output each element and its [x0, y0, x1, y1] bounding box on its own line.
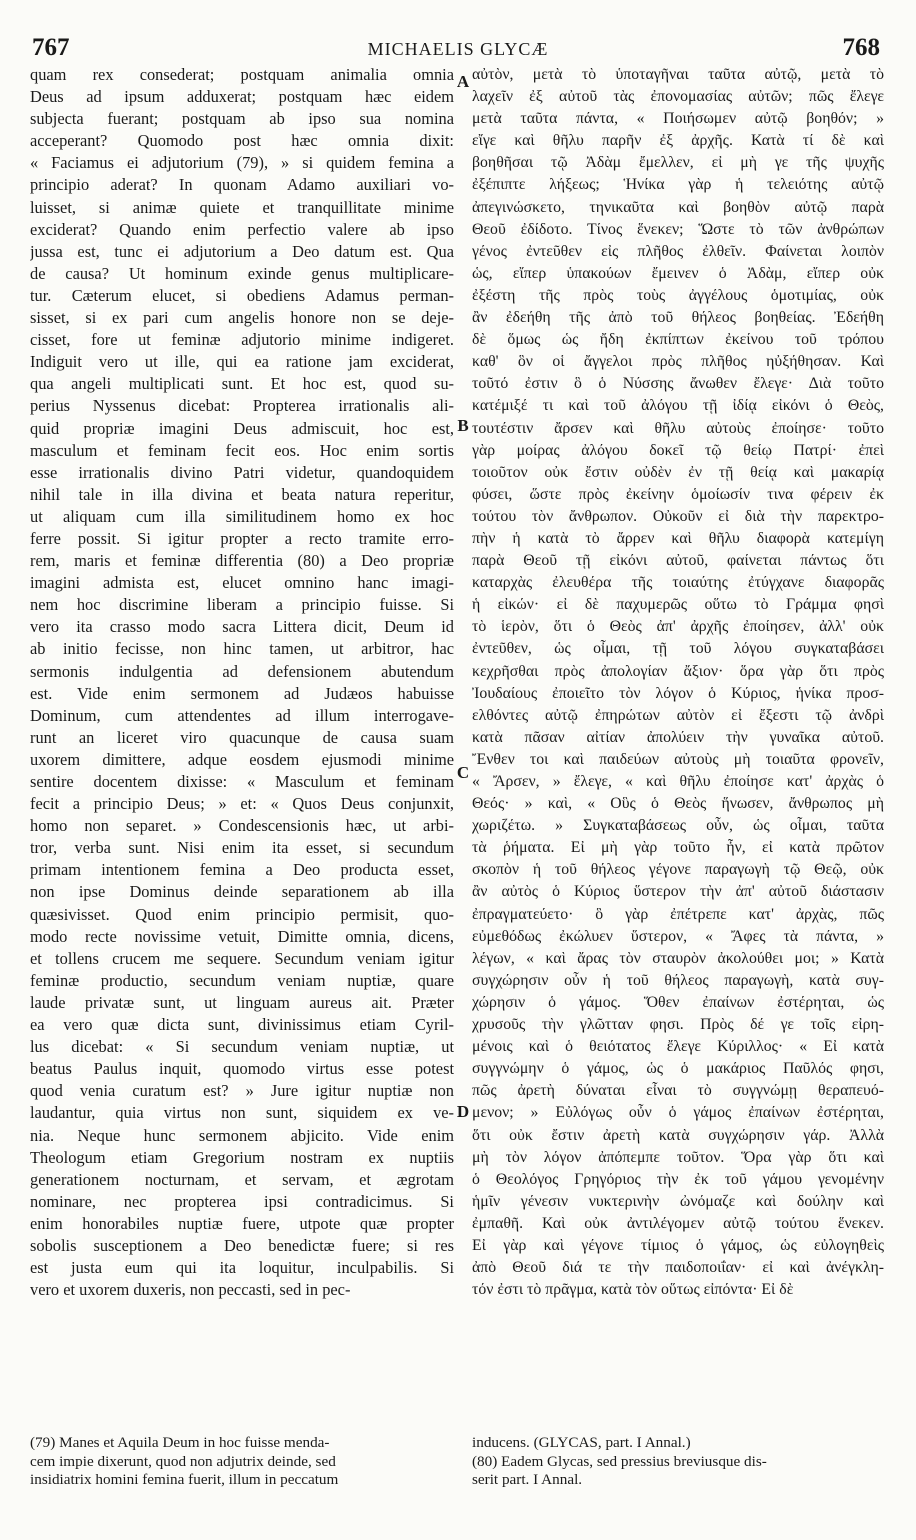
latin-text-line: Theologum etiam Gregorium nostram ex nuptiis — [30, 1147, 454, 1167]
greek-text-line: Ἔνθεν τοι καὶ παιδεύων αὐτοὺς μὴ τοιαῦτα φρονεῖν, — [472, 750, 884, 768]
latin-text-line: fecit a principio Deus; » et: « Quos Deus conjunxit, — [30, 794, 454, 814]
latin-text-line: tur. Cæterum elucet, si obediens Adamus perman- — [30, 285, 454, 305]
page-number-right: 768 — [842, 34, 880, 61]
latin-text-line: masculum et feminam fecit eos. Hoc enim sortis — [30, 440, 454, 460]
footnote-line: serit part. I Annal. — [472, 1471, 583, 1488]
latin-text-line: nominare, nec propterea ipsi contradicimus. Si — [30, 1191, 454, 1211]
latin-text-line: sobolis susceptionem a Deo benedictæ fuere; si res — [30, 1235, 454, 1255]
greek-text-line: ὅτι οὐκ ἔστιν ἀρετὴ κατὰ συγχώρησιν γάρ. Ἀλλὰ — [472, 1126, 884, 1144]
latin-text-line: quod venia curatum est? » Jure igitur nuptiæ non — [30, 1081, 454, 1101]
latin-text-line: sentire docentem dixisse: « Masculum et feminam — [30, 772, 454, 791]
greek-text-line: ἀπὸ Θεοῦ διά τε τὴν παιδοποιΐαν· εἰ καὶ ἀνέγκλη- — [472, 1259, 884, 1277]
greek-text-line: κατὰ πᾶσαν αἰτίαν ἀπολύειν τὴν γυναῖκα αὐτοῦ. — [472, 728, 884, 746]
greek-text-line: δὲ ὅμως ὡς ἤδη ἐκπίπτων ἐκείνου τοῦ τρόπου — [472, 331, 884, 349]
greek-text-line: χρυσοῦς τὴν γλῶτταν φησι. Πρὸς δέ γε τοῖς εἰρη- — [472, 1016, 884, 1034]
footnote-line: (79) Manes et Aquila Deum in hoc fuisse menda- — [30, 1434, 330, 1451]
greek-text-line: τοῦτό ἐστιν ὃ ὁ Νύσσης ἄνωθεν ἔλεγε· Διὰ τοῦτο — [472, 375, 884, 393]
latin-text-line: sermonis indulgentia ad defensionem abutendum — [30, 661, 454, 681]
latin-text-line: perius Nyssenus dicebat: Propterea irrationalis ali- — [30, 396, 454, 416]
footnote-line: insidiatrix homini femina fuerit, illum in peccatum — [30, 1471, 339, 1488]
greek-text-line: μὴ τὸν λόγον ἀπόπεμπε τοῦτον. Ὅρα γὰρ ὅτι καὶ — [472, 1148, 884, 1166]
greek-text-line: Θεοῦ ἐδίδοτο. Τίνος ἕνεκεν; Ὥστε τὸ τῶν ἀνθρώπων — [472, 220, 884, 238]
latin-text-line: qua angeli multiplicati sunt. Et hoc est, quod su- — [30, 374, 454, 394]
latin-text-line: rem, maris et feminæ differentia (80) a Deo propriæ — [30, 551, 454, 571]
greek-text-line: λέγων, « καὶ ἄρας τὸν σταυρὸν ἀκολούθει μοι; » Κατὰ — [472, 949, 884, 967]
footnote-line: cem impie dixerunt, quod non adjutrix deinde, sed — [30, 1452, 336, 1470]
greek-text-line: αὐτὸν, μετὰ τὸ ὑποταγῆναι ταῦτα αὐτῷ, μετὰ τὸ — [472, 66, 884, 83]
latin-text-line: ut aliquam cum illa similitudinem homo ex hoc — [30, 506, 454, 526]
footnote-line: (80) Eadem Glycas, sed pressius breviusque dis- — [472, 1452, 767, 1470]
section-marker-c: C — [456, 763, 470, 782]
running-title: MICHAELIS GLYCÆ — [367, 39, 549, 59]
greek-text-line: γένος ἐντεῦθεν εἰς πλῆθος ἐλθεῖν. Φαίνεται λοιπὸν — [472, 242, 884, 260]
greek-text-line: συγχώρησιν οὖν ἡ τοῦ θήλεος παραγωγὴ, κατὰ συγ- — [472, 971, 884, 989]
latin-text-line: principio aderat? In quonam Adamo auxiliari vo- — [30, 175, 454, 195]
greek-text-line: ἂν αὐτὸς ὁ Κύριος ὕστερον τὴν ἀπ' αὐτοῦ διάστασιν — [472, 883, 884, 901]
greek-text-line: τουτέστιν ἄρσεν καὶ θῆλυ αὐτοὺς ἐποίησε· τοῦτο — [472, 419, 884, 437]
greek-text-line: κεχρῆσθαι πρὸς ἀπολογίαν ἄξιον· ὅρα γὰρ ὅτι πρὸς — [472, 662, 884, 680]
latin-text-line: Indiguit vero ut ille, qui ea ratione jam exciderat, — [30, 352, 454, 372]
greek-text-line: τὸ ἱερὸν, ὅτι ὁ Θεὸς ἀπ' ἀρχῆς ἐποίησεν, ἀλλ' οὐκ — [472, 618, 884, 636]
latin-text-line: primam intentionem femina a Deo producta esset, — [30, 860, 454, 880]
latin-text-line: nihil tale in illa divina et beata natura reperitur, — [30, 484, 454, 504]
greek-text-line: Ἰουδαίους ἐποιεῖτο τὸν λόγον ὁ Κύριος, ἡνίκα προσ- — [472, 684, 884, 702]
greek-text-line: συγγνώμην ὁ γάμος, ὡς ὁ μακάριος Παῦλός φησι, — [472, 1060, 884, 1078]
greek-text-line: « Ἄρσεν, » ἔλεγε, « καὶ θῆλυ ἐποίησε κατ' ἀρχὰς ὁ — [472, 773, 884, 790]
greek-text-line: καθ' ὃν οἱ ἄγγελοι πρὸς πλῆθος ηὐξήθησαν. Καὶ — [472, 353, 884, 371]
greek-text-line: ἀπεγινώσκετο, τηνικαῦτα καὶ βοηθὸν αὐτῷ παρὰ — [472, 198, 884, 216]
greek-text-line: ἡμῖν γένεσιν νυκτερινὴν ὠνόμαζε καὶ δούλην καὶ — [472, 1192, 884, 1210]
latin-text-line: uxorem dimittere, adque eosdem ejusmodi minime — [30, 749, 454, 769]
latin-text-line: feminæ productio, secundum veniam nuptiæ, quare — [30, 970, 454, 990]
latin-text-line: ab initio fecisse, non hinc tamen, ut arbitror, hac — [30, 639, 454, 659]
latin-text-line: laude privatæ sunt, ut linguam aureus ait. Præter — [30, 992, 454, 1012]
latin-text-line: est. Vide enim sermonem ad Judæos habuisse — [30, 683, 454, 703]
latin-text-line: quæsivisset. Quod enim principio permisit, quo- — [30, 904, 454, 924]
latin-text-line: de causa? Ut hominum exinde genus multiplicare- — [30, 263, 454, 283]
latin-text-line: ferre possit. Si igitur propter a recto tramite erro- — [30, 528, 454, 548]
latin-text-line: esse irrationalis divino Patri videtur, quandoquidem — [30, 462, 454, 482]
latin-text-line: et tollens crucem me sequere. Secundum veniam igitur — [30, 948, 454, 968]
footnote-right — [472, 1434, 884, 1490]
latin-text-line: lus dicebat: « Si secundum veniam nuptiæ, ut — [30, 1037, 454, 1057]
greek-text-line: παρὰ Θεοῦ τῇ εἰκόνι αὐτοῦ, φαίνεται πάντως ὅτι — [472, 552, 884, 570]
greek-text-line: Εἰ γὰρ καὶ γέγονε τίμιος ὁ γάμος, ὡς εὐλογηθεὶς — [472, 1236, 884, 1254]
greek-text-line: τοιοῦτον οὐκ ἔστιν οὐδὲν ἐν τῇ θείᾳ καὶ μακαρίᾳ — [472, 463, 884, 481]
greek-text-line: ἂν ἐδεήθη τῆς ἀπὸ τοῦ θήλεος βοηθείας. Ἐδεήθη — [472, 309, 884, 327]
greek-text-line: τούτου τὸν ἄνθρωπον. Οὐκοῦν εἰ διὰ τὴν παρεκτρο- — [472, 507, 884, 525]
greek-text-line: ἐντεῦθεν, ὡς οἶμαι, τῇ τοῦ λόγου συγκαταβάσει — [472, 640, 884, 658]
latin-text-line: subjecta fuerant; postquam ab ipso sua nomina — [30, 109, 454, 129]
greek-text-line: βοηθῆσαι τῷ Ἀδὰμ ἔμελλεν, εἰ μὴ γε τῆς ψυχῆς — [472, 154, 884, 172]
section-marker-b: B — [457, 416, 469, 435]
latin-text-line: generationem nocturnam, et servam, et ægrotam — [30, 1169, 454, 1189]
latin-text-line: modo recte novissime vetuit, Dimitte omnia, dicens, — [30, 926, 454, 946]
section-marker-d: D — [456, 1102, 470, 1121]
greek-text-line: ἐξέπιπτε λήξεως; Ἡνίκα γὰρ ἡ τελειότης αὐτῷ — [472, 176, 884, 194]
latin-text-line: enim honorabiles nuptiæ fuere, utpote quæ propter — [30, 1213, 454, 1233]
greek-text-line: τόν ἐστι τὸ πρᾶγμα, κατὰ τὸν οὕτως εἰπόντα· Εἰ δὲ — [472, 1281, 794, 1299]
greek-text-line: ἐξέστη τῆς πρὸς τοὺς ἀγγέλους ὁμοτιμίας, οὐκ — [472, 286, 884, 304]
footnote-line: inducens. (GLYCAS, part. I Annal.) — [472, 1434, 691, 1451]
page-number-left: 767 — [32, 34, 70, 61]
greek-text-line: καταρχὰς ἐλευθέρα τῆς τοιαύτης ἐτύγχανε διαφορᾶς — [472, 574, 884, 592]
latin-text-line: laudantur, quia virtus non sunt, siquidem ex ve- — [30, 1103, 454, 1123]
greek-text-line: ἐμπαθῆ. Καὶ οὐκ ἀντιλέγομεν αὐτῷ τούτου ἕνεκεν. — [472, 1214, 884, 1232]
greek-text-line: τὰ ῥήματα. Εἰ μὴ γὰρ τοῦτο ἦν, εἰ κατὰ πρῶτον — [472, 839, 884, 857]
latin-column — [30, 64, 454, 1301]
greek-text-line: λαχεῖν ἐξ αὐτοῦ τὰς ἐπονομασίας αὐτῶν; πῶς ἔλεγε — [472, 88, 884, 106]
greek-text-line: γὰρ μοίρας ἀλόγου δοκεῖ τῷ θείῳ Πατρί· ἐπεὶ — [472, 441, 884, 459]
latin-text-line: runt an liceret viro quacunque de causa suam — [30, 727, 454, 747]
latin-text-line: sisset, si ex pari cum angelis honore non se deje- — [30, 308, 454, 328]
latin-text-line: nia. Neque hunc sermonem abjicito. Vide enim — [30, 1125, 454, 1145]
latin-text-line: vero et uxorem duxeris, non peccasti, sed in pec- — [30, 1280, 351, 1300]
footnote-left — [30, 1434, 454, 1490]
greek-text-line: ὡς, εἴπερ ὑπακούων ἔμεινεν ὁ Ἀδὰμ, εἴπερ οὐκ — [472, 264, 884, 282]
greek-text-line: πὴν ἡ κατὰ τὸ ἄρρεν καὶ θῆλυ διαφορὰ κατεμίγη — [472, 529, 884, 547]
latin-text-line: imagini admista est, elucet omnino hanc imagi- — [30, 573, 454, 593]
greek-text-line: μένοις καὶ ὁ θειότατος ἔλεγε Κύριλλος· « Εἰ κατὰ — [472, 1038, 884, 1056]
greek-text-line: χωριζέτω. » Συγκαταβάσεως οὖν, ὡς οἶμαι, ταῦτα — [472, 817, 884, 835]
greek-text-line: κατέμιξέ τι καὶ τοῦ ἀλόγου τῇ ἰδίᾳ εἰκόνι ὁ Θεὸς, — [472, 397, 884, 415]
latin-text-line: quid propriæ imagini Deus admiscuit, hoc est, — [30, 418, 454, 438]
greek-text-line: ελθόντες αὐτῷ ἐπηρώτων αὐτὸν εἰ ἔξεστι τῷ ἀνδρὶ — [472, 706, 884, 724]
greek-text-line: φύσει, ὥστε πρὸς ἐκείνην ὁμοίωσίν τινα φέρειν ἐκ — [472, 485, 884, 503]
latin-text-line: ea vero quæ dicta sunt, divinissimus etiam Cyril- — [30, 1015, 454, 1035]
latin-text-line: vero ita crasso modo sacra Littera dicit, Deum id — [30, 617, 454, 637]
greek-column — [472, 64, 884, 1301]
latin-text-line: nem hoc discrimine liberam a principio fuisse. Si — [30, 595, 454, 615]
latin-text-line: « Faciamus ei adjutorium (79), » si quidem femina a — [30, 153, 454, 173]
greek-text-line: Θεός· » καὶ, « Οὓς ὁ Θεὸς ἥνωσεν, ἄνθρωπος μὴ — [472, 795, 884, 813]
latin-text-line: tror, verba sunt. Nisi enim ita esset, si secundum — [30, 838, 454, 858]
greek-text-line: ὁ Θεολόγος Γρηγόριος τὴν ἐκ τοῦ γάμου γενομένην — [472, 1170, 884, 1188]
latin-text-line: cisset, fore ut feminæ adjutorio minime indigeret. — [30, 330, 454, 350]
greek-text-line: ἐπραγματεύετο· ὃ γὰρ ἐπέτρεπε κατ' ἀρχὰς, πῶς — [472, 905, 884, 923]
latin-text-line: homo non separet. » Condescensionis hæc, ut arbi- — [30, 816, 454, 836]
latin-text-line: quam rex consederat; postquam animalia omnia — [30, 65, 454, 84]
latin-text-line: acceperant? Quomodo post hæc omnia dixit: — [30, 131, 454, 151]
greek-text-line: πῶς ἀρετὴ δύναται εἶναι τὸ συγγνώμῃ θεραπευό- — [472, 1082, 884, 1100]
greek-text-line: μετὰ ταῦτα πάντα, « Ποιήσωμεν αὐτῷ βοηθόν; » — [472, 110, 884, 128]
greek-text-line: χώρησιν ὁ γάμος. Ὅθεν ἐπαίνων ἐστέρηται, ὡς — [472, 993, 884, 1011]
latin-text-line: luisset, si animæ quiete et tranquillitate minime — [30, 197, 454, 217]
section-marker-a: A — [456, 72, 470, 91]
greek-text-line: εἴγε καὶ θῆλυ παρῆν ἐξ ἀρχῆς. Κατὰ τί δὲ καὶ — [472, 132, 884, 150]
latin-text-line: beatus Paulus inquit, quomodo virtus esse potest — [30, 1059, 454, 1079]
latin-text-line: jussa est, tunc ei adjutorium a Deo datum est. Qua — [30, 241, 454, 261]
latin-text-line: exciderat? Quando enim perfectio valere ab ipso — [30, 219, 454, 239]
greek-text-line: ἡ εἰκών· εἰ δὲ παχυμερῶς οὕτω τὸ Γράμμα φησὶ — [472, 596, 884, 614]
latin-text-line: est justa eum qui ita loquitur, inculpabilis. Si — [30, 1258, 454, 1278]
greek-text-line: σκοπὸν ἡ τοῦ θήλεος γέγονε παραγωγὴ τῷ Θεῷ, οὐκ — [472, 861, 884, 879]
latin-text-line: Dominum, cum attendentes ad illum interrogave- — [30, 705, 454, 725]
page-header — [30, 34, 886, 64]
latin-text-line: non ipse Dominus deinde separationem ab illa — [30, 882, 454, 902]
greek-text-line: εὐμεθόδως ἐκώλυεν ὕστερον, « Ἄφες τὰ πάντα, » — [472, 927, 884, 945]
latin-text-line: Deus ad ipsum adduxerat; postquam hæc eidem — [30, 87, 454, 107]
greek-text-line: μενον; » Εὐλόγως οὖν ὁ γάμος ἐπαίνων ἐστέρηται, — [472, 1104, 884, 1122]
